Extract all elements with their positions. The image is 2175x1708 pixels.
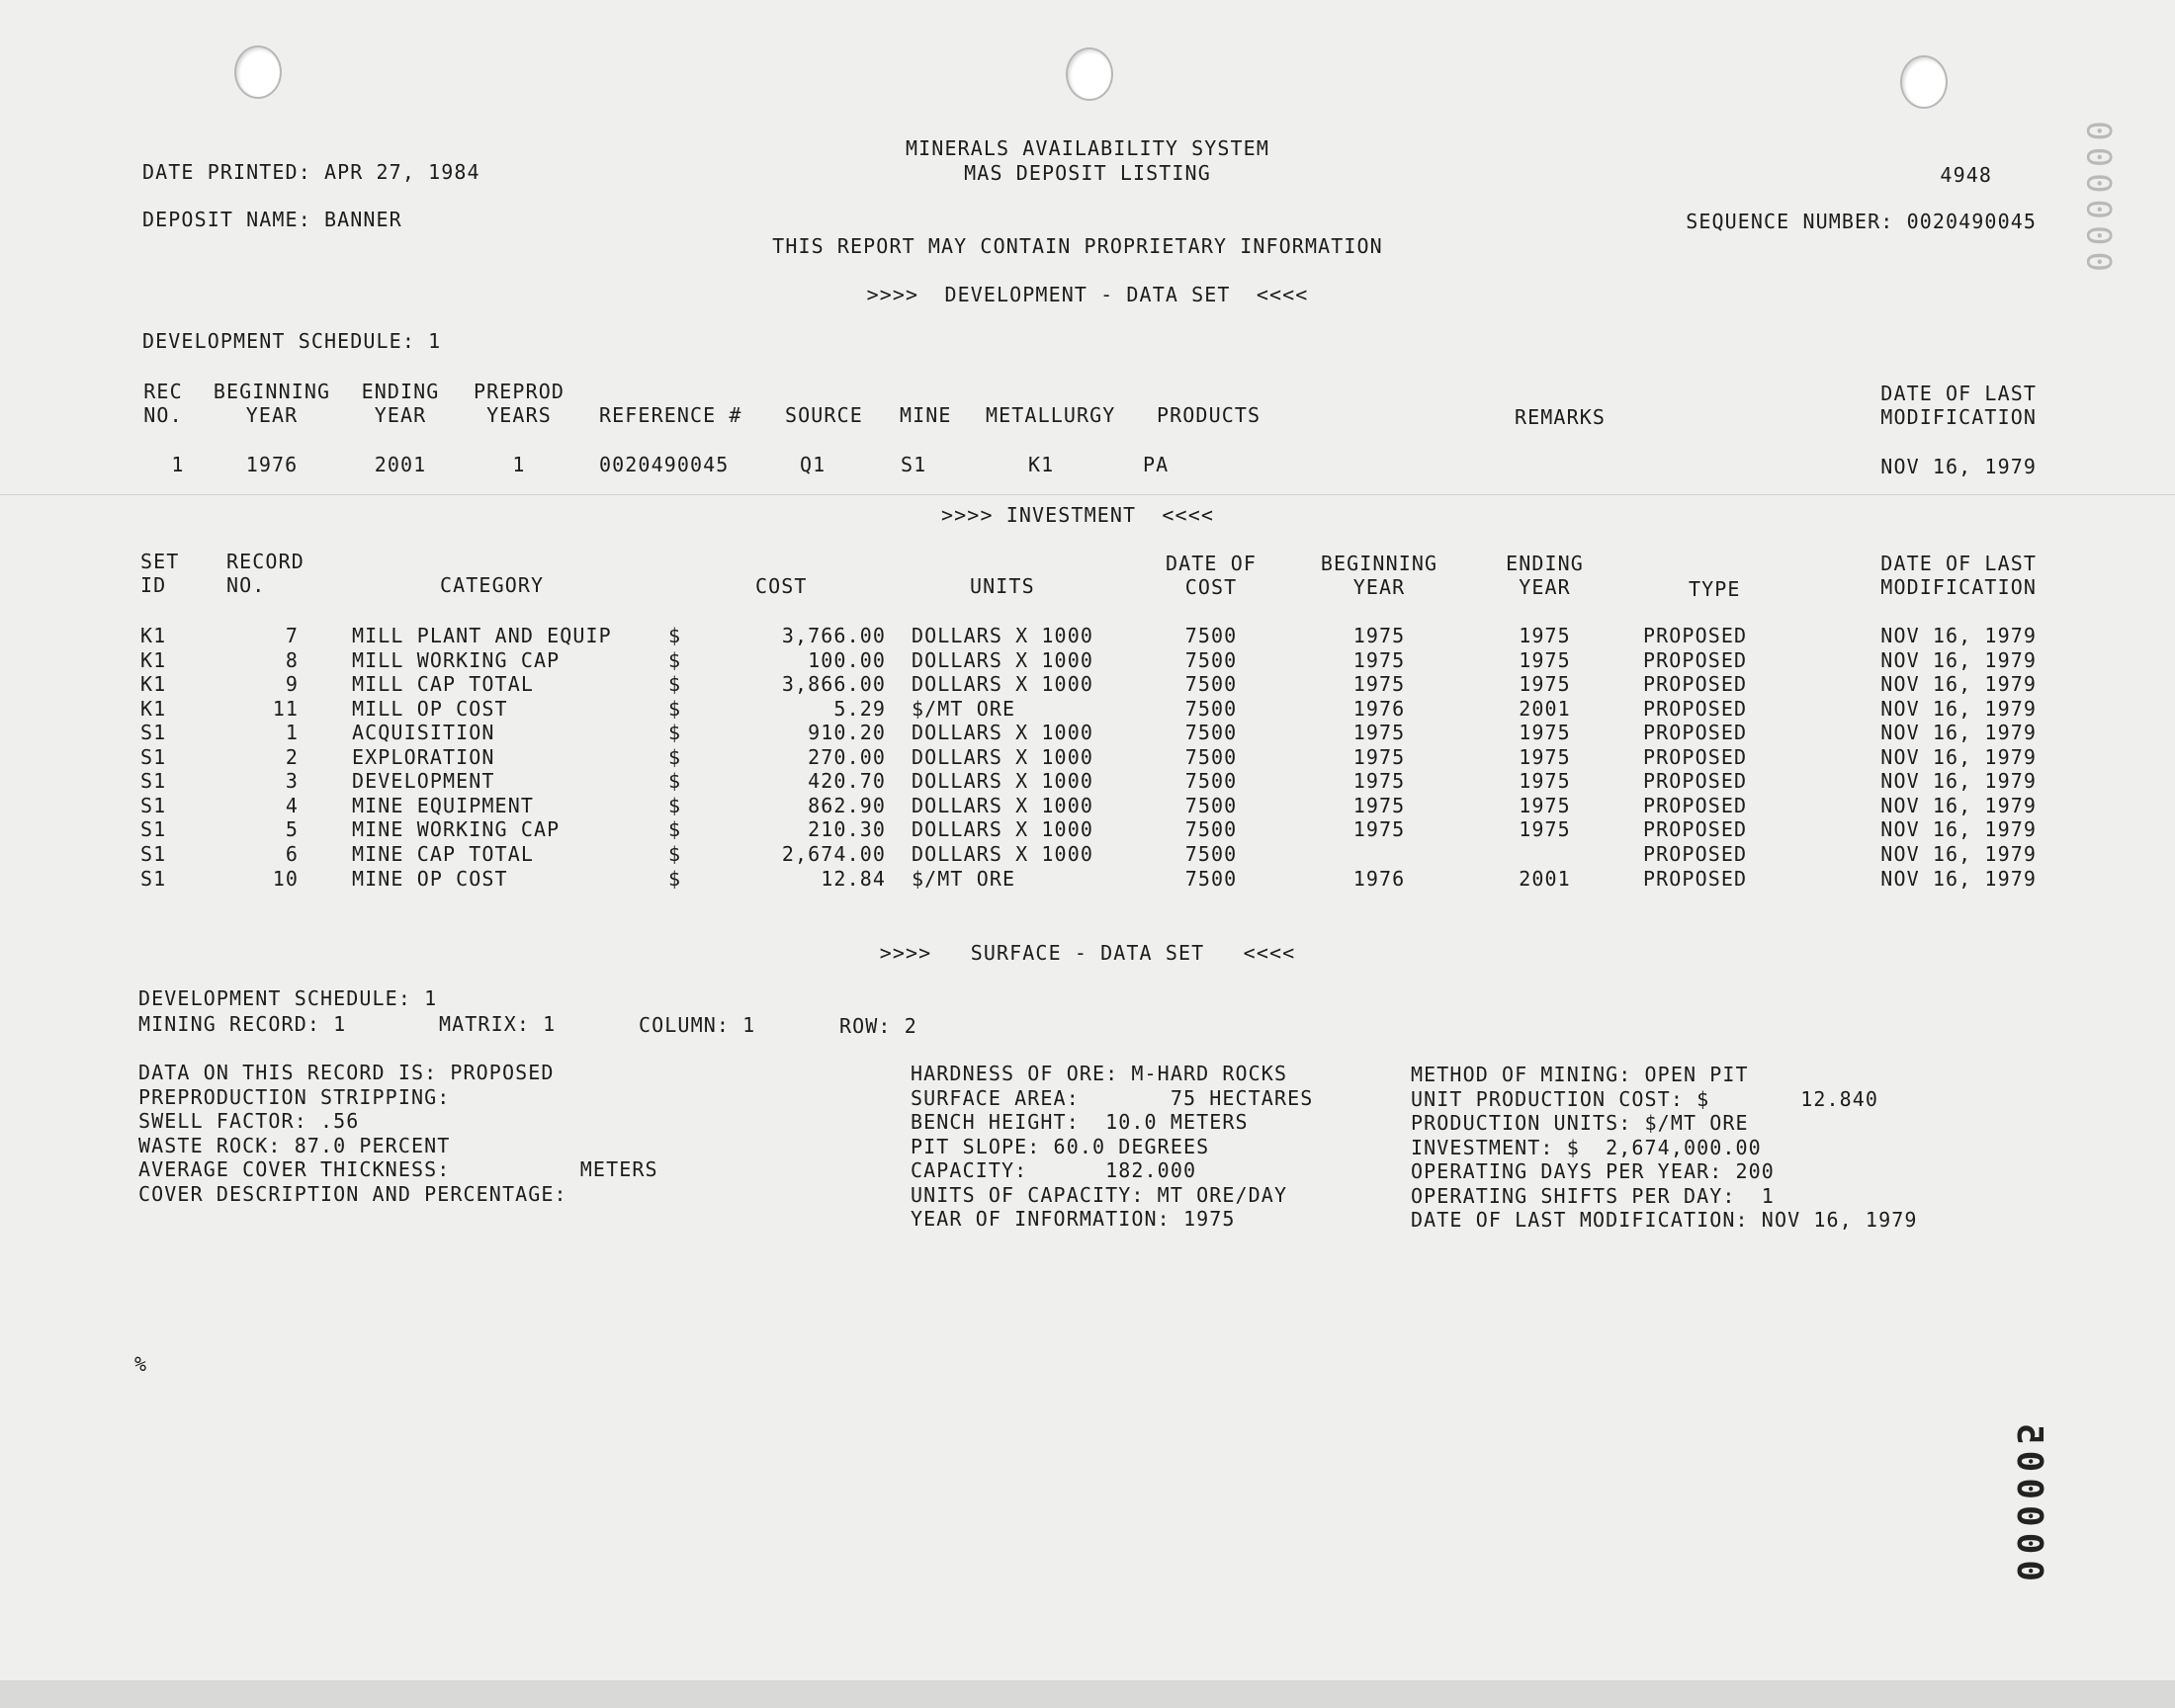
inv-cell-units: DOLLARS X 1000 <box>912 769 1093 793</box>
inv-cell-dollar: $ <box>668 867 682 891</box>
surface-left-2: SWELL FACTOR: .56 <box>138 1109 360 1133</box>
inv-col-cost: COST <box>755 574 808 598</box>
inv-cell-ending: 1975 <box>1519 794 1571 817</box>
inv-cell-beginning: 1975 <box>1352 794 1406 817</box>
dev-cell-preprod: 1 <box>512 453 526 476</box>
inv-cell-beginning: 1975 <box>1352 648 1406 672</box>
scanner-edge <box>0 1680 2175 1708</box>
inv-cell-cost: 420.70 <box>808 769 886 793</box>
punch-hole-left <box>234 45 282 99</box>
surface-right-0: METHOD OF MINING: OPEN PIT <box>1411 1063 1749 1086</box>
inv-cell-set: K1 <box>140 648 167 672</box>
dev-cell-reference: 0020490045 <box>599 453 730 476</box>
dev-cell-products: PA <box>1143 453 1170 476</box>
inv-col-modified: MODIFICATION <box>1880 575 2037 599</box>
inv-cell-dollar: $ <box>668 697 682 721</box>
date-printed: DATE PRINTED: APR 27, 1984 <box>142 160 480 184</box>
inv-cell-category: MILL OP COST <box>352 697 508 721</box>
inv-cell-modified: NOV 16, 1979 <box>1880 794 2037 817</box>
dev-col-ending: ENDING <box>361 380 440 403</box>
inv-col-beginning: BEGINNING <box>1320 552 1438 575</box>
inv-cell-dollar: $ <box>668 794 682 817</box>
inv-cell-date-of-cost: 7500 <box>1184 842 1238 866</box>
inv-cell-type: PROPOSED <box>1643 745 1748 769</box>
surface-middle-2: BENCH HEIGHT: 10.0 METERS <box>911 1110 1249 1134</box>
inv-cell-modified: NOV 16, 1979 <box>1880 745 2037 769</box>
inv-cell-type: PROPOSED <box>1643 817 1748 841</box>
dev-cell-source: Q1 <box>800 453 826 476</box>
inv-cell-modified: NOV 16, 1979 <box>1880 817 2037 841</box>
inv-cell-type: PROPOSED <box>1643 672 1748 696</box>
inv-cell-units: $/MT ORE <box>912 867 1016 891</box>
inv-cell-date-of-cost: 7500 <box>1184 867 1238 891</box>
inv-cell-ending: 1975 <box>1519 721 1571 744</box>
sequence-stamp-top: 000000 <box>2081 115 2121 272</box>
dev-col-beginning: YEAR <box>245 403 299 427</box>
inv-cell-ending: 1975 <box>1519 648 1571 672</box>
inv-cell-units: DOLLARS X 1000 <box>912 721 1093 744</box>
inv-cell-type: PROPOSED <box>1643 697 1748 721</box>
inv-cell-ending: 1975 <box>1519 745 1571 769</box>
inv-cell-date-of-cost: 7500 <box>1184 721 1238 744</box>
inv-cell-set: S1 <box>140 794 167 817</box>
inv-cell-type: PROPOSED <box>1643 794 1748 817</box>
inv-cell-record: 11 <box>272 697 299 721</box>
dev-col-rec: REC <box>143 380 183 403</box>
inv-cell-beginning: 1975 <box>1352 624 1406 647</box>
inv-cell-dollar: $ <box>668 745 682 769</box>
inv-cell-set: S1 <box>140 867 167 891</box>
inv-cell-type: PROPOSED <box>1643 842 1748 866</box>
inv-cell-modified: NOV 16, 1979 <box>1880 624 2037 647</box>
inv-cell-units: DOLLARS X 1000 <box>912 817 1093 841</box>
listing-title: MAS DEPOSIT LISTING <box>964 161 1211 185</box>
inv-cell-modified: NOV 16, 1979 <box>1880 842 2037 866</box>
inv-cell-units: DOLLARS X 1000 <box>912 624 1093 647</box>
inv-cell-category: MINE EQUIPMENT <box>352 794 534 817</box>
inv-cell-dollar: $ <box>668 842 682 866</box>
inv-cell-date-of-cost: 7500 <box>1184 817 1238 841</box>
inv-cell-record: 9 <box>285 672 299 696</box>
surface-right-6: DATE OF LAST MODIFICATION: NOV 16, 1979 <box>1411 1208 1918 1232</box>
surface-middle-4: CAPACITY: 182.000 <box>911 1158 1197 1182</box>
surface-development-schedule: DEVELOPMENT SCHEDULE: 1 <box>138 986 438 1010</box>
surface-right-1: UNIT PRODUCTION COST: $ 12.840 <box>1411 1087 1879 1111</box>
surface-left-0: DATA ON THIS RECORD IS: PROPOSED <box>138 1061 555 1084</box>
inv-cell-date-of-cost: 7500 <box>1184 769 1238 793</box>
inv-cell-category: DEVELOPMENT <box>352 769 495 793</box>
inv-cell-ending: 2001 <box>1519 867 1571 891</box>
inv-col-record: NO. <box>226 573 266 597</box>
inv-cell-cost: 100.00 <box>808 648 886 672</box>
inv-cell-category: ACQUISITION <box>352 721 495 744</box>
surface-middle-3: PIT SLOPE: 60.0 DEGREES <box>911 1135 1210 1158</box>
inv-cell-modified: NOV 16, 1979 <box>1880 672 2037 696</box>
dev-cell-metallurgy: K1 <box>1028 453 1055 476</box>
inv-cell-units: DOLLARS X 1000 <box>912 672 1093 696</box>
inv-cell-dollar: $ <box>668 648 682 672</box>
punch-hole-center <box>1066 47 1113 101</box>
dev-cell-beginning: 1976 <box>245 453 299 476</box>
inv-cell-modified: NOV 16, 1979 <box>1880 721 2037 744</box>
fold-crease <box>0 494 2175 495</box>
surface-left-1: PREPRODUCTION STRIPPING: <box>138 1085 451 1109</box>
inv-cell-date-of-cost: 7500 <box>1184 648 1238 672</box>
inv-col-units: UNITS <box>970 574 1035 598</box>
inv-cell-beginning: 1975 <box>1352 672 1406 696</box>
inv-cell-cost: 862.90 <box>808 794 886 817</box>
inv-cell-date-of-cost: 7500 <box>1184 745 1238 769</box>
proprietary-notice: THIS REPORT MAY CONTAIN PROPRIETARY INFORMATION <box>772 234 1383 258</box>
inv-cell-type: PROPOSED <box>1643 721 1748 744</box>
inv-cell-category: MINE OP COST <box>352 867 508 891</box>
inv-cell-set: K1 <box>140 697 167 721</box>
inv-cell-ending: 2001 <box>1519 697 1571 721</box>
inv-cell-units: DOLLARS X 1000 <box>912 794 1093 817</box>
inv-cell-set: S1 <box>140 721 167 744</box>
surface-middle-1: SURFACE AREA: 75 HECTARES <box>911 1086 1314 1110</box>
inv-cell-category: MILL PLANT AND EQUIP <box>352 624 612 647</box>
inv-cell-beginning: 1975 <box>1352 721 1406 744</box>
dev-col-rec: NO. <box>143 403 183 427</box>
dev-col-mine: MINE <box>900 403 952 427</box>
inv-cell-cost: 270.00 <box>808 745 886 769</box>
inv-cell-cost: 12.84 <box>821 867 886 891</box>
inv-cell-modified: NOV 16, 1979 <box>1880 867 2037 891</box>
dev-col-preprod: YEARS <box>486 403 552 427</box>
deposit-name: DEPOSIT NAME: BANNER <box>142 208 402 231</box>
inv-cell-date-of-cost: 7500 <box>1184 624 1238 647</box>
inv-cell-beginning: 1976 <box>1352 867 1406 891</box>
matrix: MATRIX: 1 <box>439 1012 557 1036</box>
surface-right-4: OPERATING DAYS PER YEAR: 200 <box>1411 1159 1775 1183</box>
surface-left-5: COVER DESCRIPTION AND PERCENTAGE: <box>138 1182 567 1206</box>
inv-cell-record: 1 <box>285 721 299 744</box>
inv-cell-cost: 2,674.00 <box>781 842 886 866</box>
inv-cell-type: PROPOSED <box>1643 867 1748 891</box>
development-section-title: >>>> DEVELOPMENT - DATA SET <<<< <box>866 283 1309 306</box>
inv-col-category: CATEGORY <box>440 573 545 597</box>
inv-col-ending: ENDING <box>1506 552 1584 575</box>
mining-record: MINING RECORD: 1 <box>138 1012 347 1036</box>
surface-middle-6: YEAR OF INFORMATION: 1975 <box>911 1207 1236 1231</box>
surface-left-4: AVERAGE COVER THICKNESS: METERS <box>138 1157 658 1181</box>
inv-cell-units: DOLLARS X 1000 <box>912 842 1093 866</box>
inv-cell-record: 8 <box>285 648 299 672</box>
inv-cell-set: K1 <box>140 672 167 696</box>
inv-cell-category: EXPLORATION <box>352 745 495 769</box>
percent-mark: % <box>134 1352 148 1376</box>
dev-col-modified: DATE OF LAST <box>1880 382 2037 405</box>
inv-cell-dollar: $ <box>668 721 682 744</box>
page-number: 4948 <box>1940 163 1992 187</box>
inv-cell-category: MINE WORKING CAP <box>352 817 561 841</box>
inv-cell-set: K1 <box>140 624 167 647</box>
surface-left-3: WASTE ROCK: 87.0 PERCENT <box>138 1134 451 1157</box>
dev-col-preprod: PREPROD <box>474 380 565 403</box>
row: ROW: 2 <box>839 1014 917 1038</box>
surface-right-3: INVESTMENT: $ 2,674,000.00 <box>1411 1136 1762 1159</box>
inv-cell-date-of-cost: 7500 <box>1184 794 1238 817</box>
inv-cell-dollar: $ <box>668 624 682 647</box>
dev-col-beginning: BEGINNING <box>213 380 331 403</box>
inv-cell-modified: NOV 16, 1979 <box>1880 769 2037 793</box>
inv-cell-beginning: 1975 <box>1352 745 1406 769</box>
inv-cell-date-of-cost: 7500 <box>1184 672 1238 696</box>
inv-cell-ending: 1975 <box>1519 672 1571 696</box>
inv-col-record: RECORD <box>226 550 304 573</box>
inv-col-set: ID <box>140 573 167 597</box>
dev-col-modified: MODIFICATION <box>1880 405 2037 429</box>
surface-middle-0: HARDNESS OF ORE: M-HARD ROCKS <box>911 1062 1288 1085</box>
inv-col-date-of-cost: COST <box>1184 575 1238 599</box>
inv-cell-type: PROPOSED <box>1643 648 1748 672</box>
inv-cell-category: MILL CAP TOTAL <box>352 672 534 696</box>
column: COLUMN: 1 <box>639 1013 756 1037</box>
dev-cell-rec: 1 <box>171 453 185 476</box>
inv-cell-ending: 1975 <box>1519 769 1571 793</box>
surface-right-2: PRODUCTION UNITS: $/MT ORE <box>1411 1111 1749 1135</box>
dev-col-metallurgy: METALLURGY <box>986 403 1116 427</box>
inv-cell-type: PROPOSED <box>1643 769 1748 793</box>
inv-cell-dollar: $ <box>668 769 682 793</box>
dev-cell-modified: NOV 16, 1979 <box>1880 455 2037 478</box>
inv-cell-beginning: 1975 <box>1352 817 1406 841</box>
punch-hole-right <box>1900 55 1948 109</box>
inv-col-type: TYPE <box>1689 577 1741 601</box>
inv-cell-units: DOLLARS X 1000 <box>912 648 1093 672</box>
inv-cell-set: S1 <box>140 769 167 793</box>
inv-cell-units: DOLLARS X 1000 <box>912 745 1093 769</box>
surface-right-5: OPERATING SHIFTS PER DAY: 1 <box>1411 1184 1775 1208</box>
inv-cell-set: S1 <box>140 817 167 841</box>
inv-cell-record: 2 <box>285 745 299 769</box>
inv-cell-ending: 1975 <box>1519 624 1571 647</box>
inv-cell-record: 5 <box>285 817 299 841</box>
sequence-stamp-bottom: 000005 <box>2009 1416 2049 1581</box>
inv-col-beginning: YEAR <box>1352 575 1406 599</box>
inv-cell-category: MILL WORKING CAP <box>352 648 561 672</box>
inv-cell-cost: 3,866.00 <box>781 672 886 696</box>
inv-cell-set: S1 <box>140 842 167 866</box>
inv-cell-cost: 210.30 <box>808 817 886 841</box>
inv-cell-ending: 1975 <box>1519 817 1571 841</box>
inv-cell-beginning: 1976 <box>1352 697 1406 721</box>
inv-cell-set: S1 <box>140 745 167 769</box>
dev-col-reference: REFERENCE # <box>599 403 742 427</box>
sequence-number: SEQUENCE NUMBER: 0020490045 <box>1686 210 2037 233</box>
inv-cell-record: 4 <box>285 794 299 817</box>
inv-col-set: SET <box>140 550 180 573</box>
inv-cell-beginning: 1975 <box>1352 769 1406 793</box>
inv-cell-cost: 3,766.00 <box>781 624 886 647</box>
dev-col-products: PRODUCTS <box>1157 403 1262 427</box>
inv-cell-modified: NOV 16, 1979 <box>1880 648 2037 672</box>
inv-cell-category: MINE CAP TOTAL <box>352 842 534 866</box>
inv-cell-dollar: $ <box>668 817 682 841</box>
dev-col-remarks: REMARKS <box>1515 405 1606 429</box>
surface-middle-5: UNITS OF CAPACITY: MT ORE/DAY <box>911 1183 1288 1207</box>
dev-cell-mine: S1 <box>901 453 927 476</box>
inv-col-ending: YEAR <box>1519 575 1571 599</box>
inv-cell-cost: 910.20 <box>808 721 886 744</box>
investment-section-title: >>>> INVESTMENT <<<< <box>941 503 1214 527</box>
inv-cell-date-of-cost: 7500 <box>1184 697 1238 721</box>
system-title: MINERALS AVAILABILITY SYSTEM <box>906 136 1269 160</box>
inv-cell-cost: 5.29 <box>833 697 886 721</box>
inv-col-modified: DATE OF LAST <box>1880 552 2037 575</box>
inv-cell-record: 7 <box>285 624 299 647</box>
dev-col-ending: YEAR <box>374 403 427 427</box>
inv-col-date-of-cost: DATE OF <box>1166 552 1257 575</box>
inv-cell-modified: NOV 16, 1979 <box>1880 697 2037 721</box>
inv-cell-type: PROPOSED <box>1643 624 1748 647</box>
surface-section-title: >>>> SURFACE - DATA SET <<<< <box>879 941 1296 965</box>
inv-cell-record: 10 <box>272 867 299 891</box>
dev-cell-ending: 2001 <box>374 453 427 476</box>
dev-col-source: SOURCE <box>785 403 863 427</box>
development-schedule: DEVELOPMENT SCHEDULE: 1 <box>142 329 442 353</box>
inv-cell-units: $/MT ORE <box>912 697 1016 721</box>
inv-cell-record: 3 <box>285 769 299 793</box>
inv-cell-record: 6 <box>285 842 299 866</box>
inv-cell-dollar: $ <box>668 672 682 696</box>
